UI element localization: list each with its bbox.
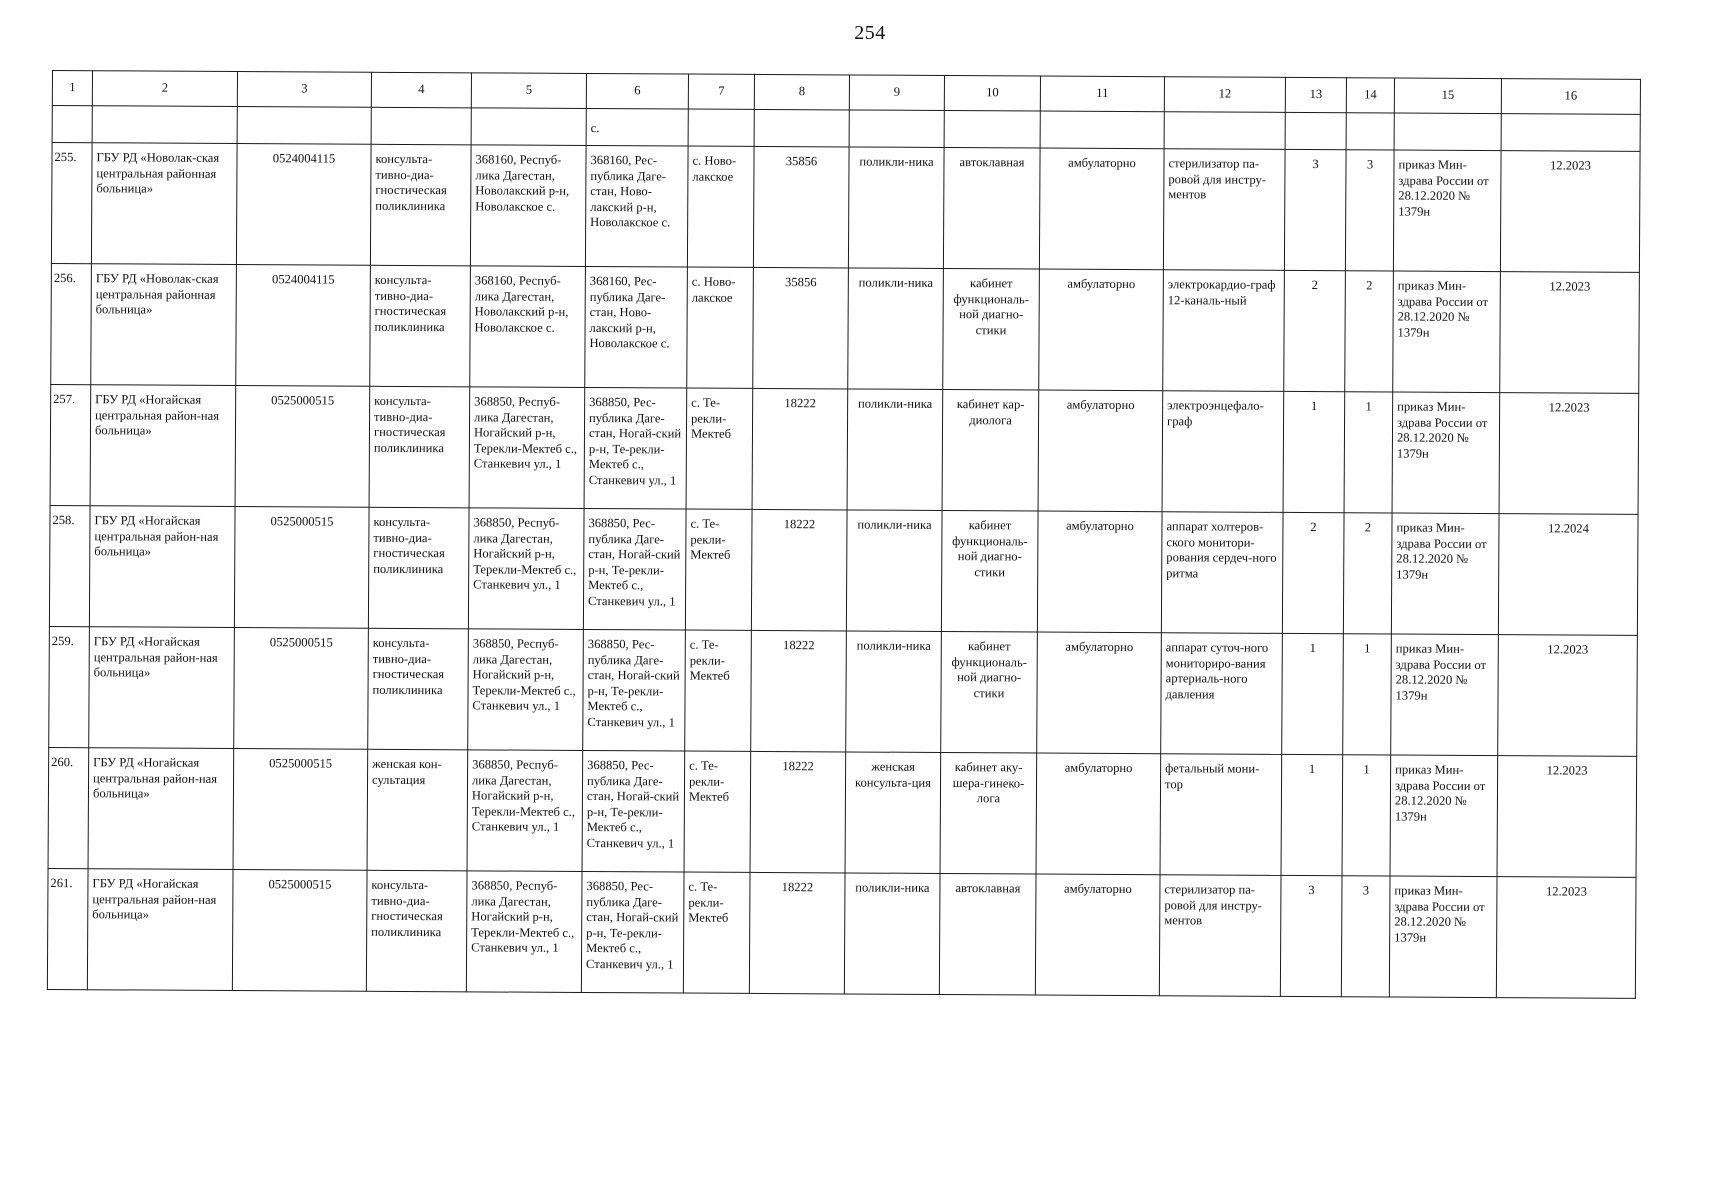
row-number-cell: 255.	[51, 143, 92, 264]
code-cell: 18222	[751, 509, 847, 631]
table-cell	[849, 110, 944, 148]
row-number-cell: 261.	[47, 868, 88, 989]
quantity-cell: 1	[1281, 754, 1343, 875]
settlement-cell: с. Те-рекли-Мектеб	[683, 872, 750, 993]
code-cell: 18222	[750, 751, 846, 873]
actual-address-cell: 368160, Рес-публика Даге-стан, Ново-лакский р-н, Новолакское с.	[585, 266, 688, 388]
inn-cell: 0525000515	[235, 386, 370, 508]
quantity-cell: 3	[1280, 875, 1342, 996]
legal-address-cell: 368850, Респуб-лика Дагестан, Ногайский р-н, Терекли-Мектеб с., Станкевич ул., 1	[469, 387, 585, 509]
actual-address-cell: 368850, Рес-публика Даге-стан, Ногай-ский р-н, Те-рекли-Мектеб с., Станкевич ул., 1	[583, 508, 686, 630]
row-number-cell: 259.	[49, 626, 90, 747]
table-cell	[1285, 112, 1346, 149]
organization-cell: ГБУ РД «Ногайская центральная район-ная больница»	[90, 385, 236, 507]
equipment-cell: аппарат холтеров-ского монитори-рования сердеч-ного ритма	[1161, 512, 1283, 634]
quantity-cell: 1	[1342, 755, 1391, 876]
room-cell: кабинет аку-шера-гинеко-лога	[940, 752, 1037, 874]
order-cell: приказ Мин-здрава России от 28.12.2020 № 1379н	[1391, 513, 1499, 635]
quantity-cell: 3	[1345, 150, 1394, 271]
table-cell	[92, 106, 237, 144]
care-mode-cell: амбулаторно	[1039, 269, 1164, 391]
settlement-cell: с. Те-рекли-Мектеб	[684, 751, 751, 872]
legal-address-cell: 368160, Респуб-лика Дагестан, Новолакский р-н, Новолакское с.	[470, 266, 586, 388]
unit-cell: женская консульта-ция	[845, 752, 941, 874]
quantity-cell: 1	[1282, 633, 1344, 754]
unit-cell: поликли-ника	[844, 873, 940, 995]
column-header: 2	[92, 71, 237, 107]
column-header: 1	[52, 71, 92, 106]
order-cell: приказ Мин-здрава России от 28.12.2020 № 1379н	[1391, 634, 1499, 756]
unit-cell: поликли-ника	[846, 510, 942, 632]
settlement-cell: с. Ново-лакское	[687, 146, 754, 267]
date-cell: 12.2023	[1498, 635, 1638, 757]
date-cell: 12.2023	[1497, 756, 1637, 878]
column-header: 9	[849, 75, 944, 111]
date-cell: 12.2023	[1496, 877, 1636, 999]
equipment-cell: стерилизатор па-ровой для инстру-ментов	[1159, 875, 1281, 997]
table-cell	[1394, 113, 1501, 151]
unit-cell: поликли-ника	[848, 268, 944, 390]
table-cell	[1164, 112, 1285, 150]
settlement-cell: с. Те-рекли-Мектеб	[685, 630, 752, 751]
table-cell	[52, 106, 92, 143]
actual-address-cell: 368850, Рес-публика Даге-стан, Ногай-ский р-н, Те-рекли-Мектеб с., Станкевич ул., 1	[583, 629, 686, 751]
organization-cell: ГБУ РД «Ногайская центральная район-ная больница»	[89, 627, 235, 749]
quantity-cell: 2	[1282, 512, 1344, 633]
row-number-cell: 257.	[50, 384, 91, 505]
inn-cell: 0524004115	[236, 144, 371, 266]
column-header: 13	[1285, 77, 1346, 112]
table-cell	[371, 107, 471, 145]
unit-cell: поликли-ника	[848, 147, 944, 269]
organization-cell: ГБУ РД «Ногайская центральная район-ная больница»	[88, 748, 234, 870]
table-cell	[754, 109, 849, 147]
legal-address-cell: 368850, Респуб-лика Дагестан, Ногайский р-н, Терекли-Мектеб с., Станкевич ул., 1	[468, 629, 584, 751]
settlement-cell: с. Те-рекли-Мектеб	[686, 388, 753, 509]
table-row	[51, 263, 1640, 393]
column-header: 12	[1164, 77, 1285, 113]
order-cell: приказ Мин-здрава России от 28.12.2020 № 1379н	[1392, 392, 1500, 514]
organization-cell: ГБУ РД «Ногайская центральная район-ная больница»	[87, 869, 233, 991]
equipment-cell: электроэнцефало-граф	[1162, 391, 1284, 513]
table-row	[49, 505, 1638, 635]
code-cell: 18222	[751, 630, 847, 752]
table-cell	[1040, 111, 1164, 149]
order-cell: приказ Мин-здрава России от 28.12.2020 № 1379н	[1390, 755, 1498, 877]
date-cell: 12.2023	[1500, 151, 1640, 273]
column-header: 5	[471, 73, 586, 109]
unit-cell: поликли-ника	[847, 389, 943, 511]
page-number: 254	[854, 22, 886, 44]
code-cell: 35856	[753, 146, 849, 268]
order-cell: приказ Мин-здрава России от 28.12.2020 № 1379н	[1393, 271, 1501, 393]
organization-cell: ГБУ РД «Ногайская центральная район-ная больница»	[89, 506, 235, 628]
column-header: 10	[944, 75, 1040, 111]
table-cell	[944, 110, 1040, 148]
department-cell: консульта-тивно-диа-гностическая поликлиника	[369, 386, 470, 508]
care-mode-cell: амбулаторно	[1037, 632, 1162, 754]
settlement-cell: с. Те-рекли-Мектеб	[685, 509, 752, 630]
actual-address-cell: 368850, Рес-публика Даге-стан, Ногай-ский р-н, Те-рекли-Мектеб с., Станкевич ул., 1	[582, 750, 685, 872]
department-cell: женская кон-сультация	[367, 749, 468, 871]
equipment-cell: электрокардио-граф 12-каналь-ный	[1163, 270, 1285, 392]
actual-address-cell: 368160, Рес-публика Даге-стан, Ново-лакский р-н, Новолакское с.	[585, 145, 688, 267]
table-cell	[1346, 113, 1394, 150]
room-cell: кабинет функциональ-ной диагно-стики	[941, 631, 1038, 753]
care-mode-cell: амбулаторно	[1035, 874, 1160, 996]
quantity-cell: 2	[1284, 270, 1346, 391]
organization-cell: ГБУ РД «Новолак-ская центральная районная больница»	[91, 143, 237, 265]
legal-address-cell: 368160, Респуб-лика Дагестан, Новолакский р-н, Новолакское с.	[470, 145, 586, 267]
inn-cell: 0525000515	[234, 628, 369, 750]
column-header: 6	[586, 73, 688, 109]
order-cell: приказ Мин-здрава России от 28.12.2020 № 1379н	[1389, 876, 1497, 998]
column-header: 3	[237, 72, 371, 108]
department-cell: консульта-тивно-диа-гностическая поликлиника	[370, 265, 471, 387]
table-row	[51, 143, 1640, 273]
column-header: 4	[371, 72, 471, 108]
table-cell	[688, 109, 754, 146]
actual-address-cell: 368850, Рес-публика Даге-стан, Ногай-ский р-н, Те-рекли-Мектеб с., Станкевич ул., 1	[581, 871, 684, 993]
department-cell: консульта-тивно-диа-гностическая поликлиника	[370, 144, 471, 266]
equipment-cell: стерилизатор па-ровой для инстру-ментов	[1163, 149, 1285, 271]
table-row	[49, 626, 1638, 756]
inn-cell: 0525000515	[234, 507, 369, 629]
care-mode-cell: амбулаторно	[1036, 753, 1161, 875]
quantity-cell: 1	[1343, 634, 1392, 755]
table-row	[47, 868, 1636, 998]
room-cell: автоклавная	[943, 147, 1040, 269]
legal-address-cell: 368850, Респуб-лика Дагестан, Ногайский р-н, Терекли-Мектеб с., Станкевич ул., 1	[468, 508, 584, 630]
room-cell: автоклавная	[939, 873, 1036, 995]
room-cell: кабинет функциональ-ной диагно-стики	[943, 268, 1040, 390]
column-header: 15	[1394, 78, 1501, 114]
care-mode-cell: амбулаторно	[1037, 511, 1162, 633]
quantity-cell: 1	[1283, 391, 1345, 512]
inn-cell: 0524004115	[236, 265, 371, 387]
code-cell: 18222	[749, 872, 845, 994]
quantity-cell: 2	[1345, 271, 1394, 392]
table-cell	[237, 107, 371, 145]
care-mode-cell: амбулаторно	[1039, 148, 1164, 270]
legal-address-cell: 368850, Респуб-лика Дагестан, Ногайский р-н, Терекли-Мектеб с., Станкевич ул., 1	[466, 871, 582, 993]
table-cell	[471, 108, 586, 146]
quantity-cell: 1	[1344, 392, 1393, 513]
table-row	[50, 384, 1639, 514]
care-mode-cell: амбулаторно	[1038, 390, 1163, 512]
row-number-cell: 256.	[51, 263, 92, 384]
room-cell: кабинет функциональ-ной диагно-стики	[941, 510, 1038, 632]
row-number-cell: 258.	[49, 505, 90, 626]
quantity-cell: 3	[1284, 149, 1346, 270]
column-header: 14	[1346, 78, 1394, 113]
row-number-cell: 260.	[48, 747, 89, 868]
inn-cell: 0525000515	[232, 870, 367, 992]
department-cell: консульта-тивно-диа-гностическая поликлиника	[368, 628, 469, 750]
date-cell: 12.2023	[1500, 272, 1640, 394]
column-header: 7	[688, 74, 754, 109]
unit-cell: поликли-ника	[846, 631, 942, 753]
date-cell: 12.2023	[1499, 393, 1639, 515]
equipment-cell: фетальный мони-тор	[1160, 754, 1282, 876]
quantity-cell: 2	[1343, 513, 1392, 634]
equipment-registry-table	[47, 70, 1641, 999]
inn-cell: 0525000515	[233, 749, 368, 871]
legal-address-cell: 368850, Респуб-лика Дагестан, Ногайский р-н, Терекли-Мектеб с., Станкевич ул., 1	[467, 750, 583, 872]
table-cell	[1501, 114, 1640, 152]
settlement-cell: с. Ново-лакское	[687, 267, 754, 388]
date-cell: 12.2024	[1498, 514, 1638, 636]
table-row	[48, 747, 1637, 877]
code-cell: 35856	[753, 267, 849, 389]
department-cell: консульта-тивно-диа-гностическая поликлиника	[366, 870, 467, 992]
column-header: 8	[754, 74, 849, 110]
column-header: 16	[1501, 79, 1640, 115]
department-cell: консульта-тивно-диа-гностическая поликлиника	[368, 507, 469, 629]
quantity-cell: 3	[1341, 876, 1390, 997]
column-header: 11	[1040, 76, 1164, 112]
actual-address-cell: 368850, Рес-публика Даге-стан, Ногай-ский р-н, Те-рекли-Мектеб с., Станкевич ул., 1	[584, 387, 687, 509]
code-cell: 18222	[752, 388, 848, 510]
room-cell: кабинет кар-диолога	[942, 389, 1039, 511]
table-cell: с.	[586, 108, 688, 146]
organization-cell: ГБУ РД «Новолак-ская центральная районная больница»	[91, 264, 237, 386]
order-cell: приказ Мин-здрава России от 28.12.2020 № 1379н	[1393, 150, 1501, 272]
registry-sheet	[47, 70, 1641, 999]
equipment-cell: аппарат суточ-ного мониториро-вания артериаль-ного давления	[1161, 633, 1283, 755]
